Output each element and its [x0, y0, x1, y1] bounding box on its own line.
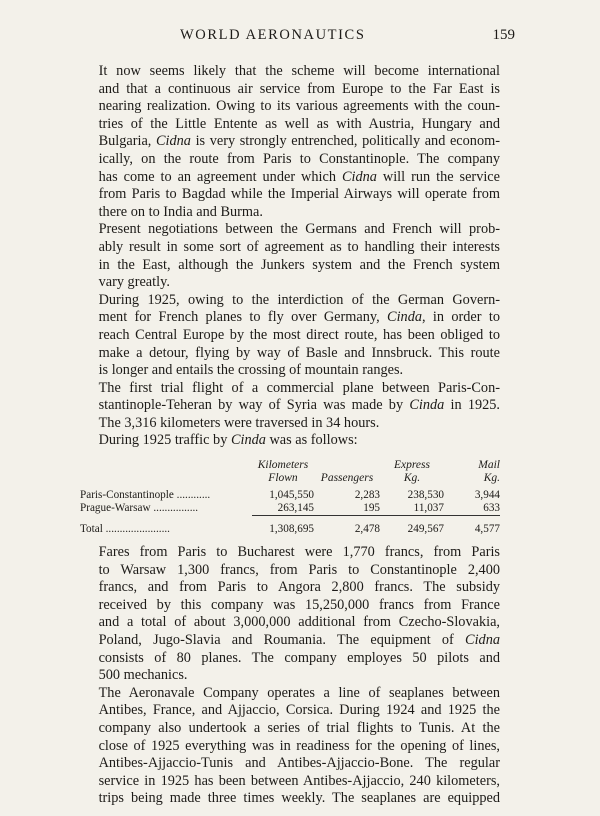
- text-line: to Warsaw 1,300 francs, from Paris to Constantinople 2,400: [98, 561, 500, 578]
- leader-dots: ............: [173, 489, 211, 502]
- text-line: 500 mechanics.: [98, 667, 188, 684]
- text-line: nearing realization. Owing to its various agreements with the coun-: [98, 98, 500, 115]
- text-line: company also undertook a series of trial flights to Tunis. At the: [98, 720, 500, 736]
- header-passengers: [314, 459, 380, 489]
- running-title: WORLD AERONAUTICS: [180, 27, 366, 43]
- text-line: The 3,316 kilometers were traversed in 34 hours.: [98, 414, 380, 431]
- text-line: Antibes, France, and Ajjaccio, Corsica. During 1924 and 1925 the: [98, 702, 500, 719]
- text-line: has come to an agreement under which Cidna will run the service: [98, 168, 501, 185]
- text-line: from Paris to Bagdad while the Imperial Airways will operate from: [98, 186, 500, 203]
- text-line: there on to India and Burma.: [98, 203, 263, 220]
- header-mail-line1: Mail: [478, 459, 500, 472]
- text-line: It now seems likely that the scheme will become international: [98, 63, 500, 79]
- text-line: ically, on the route from Paris to Constantinople. The company: [98, 150, 500, 167]
- text-line: make a detour, flying by way of Basle and Innsbruck. This route: [98, 344, 500, 361]
- page-body: [80, 63, 500, 808]
- text-line: The Aeronavale Company operates a line of seaplanes between: [98, 684, 500, 701]
- text-line: During 1925 traffic by Cinda was as follows:: [98, 432, 358, 449]
- paragraph-6: [80, 544, 500, 685]
- route-name: Prague-Warsaw: [80, 502, 151, 515]
- passengers-cell: 195: [363, 502, 380, 515]
- text-line: close of 1925 everything was in readiness for the opening of lines,: [98, 737, 500, 754]
- text-line: Poland, Jugo-Slavia and Roumania. The equipment of Cidna: [98, 632, 500, 649]
- paragraph-1: [80, 63, 500, 221]
- text-line: During 1925, owing to the interdiction of the German Govern-: [98, 291, 500, 308]
- total-mail-cell: 4,577: [444, 516, 500, 537]
- text-line: in the East, although the Junkers system and the French system: [98, 256, 500, 273]
- header-express-line2: Kg.: [403, 472, 421, 485]
- text-line: tries of the Little Entente as well as with Austria, Hungary and: [98, 115, 500, 132]
- total-km-cell: 1,308,695: [252, 516, 314, 537]
- leader-dots: .......................: [102, 522, 170, 535]
- text-line: is longer and entails the crossing of mountain ranges.: [98, 362, 404, 379]
- paragraph-3: [80, 292, 500, 380]
- table-row: [80, 502, 500, 516]
- paragraph-7: [80, 685, 500, 808]
- total-label: Total: [80, 522, 103, 535]
- text-line: reach Central Europe by the most direct route, has been obliged to: [98, 326, 500, 343]
- header-kilometers: [252, 459, 314, 489]
- express-cell: 238,530: [407, 489, 444, 502]
- route-name: Paris-Constantinople: [80, 489, 174, 502]
- text-line: ment for French planes to fly over Germany, Cinda, in order to: [98, 309, 500, 326]
- km-cell: 263,145: [277, 502, 314, 515]
- text-line: stantinople-Teheran by way of Syria was made by Cinda in 1925.: [98, 397, 500, 414]
- header-kilometers-line1: Kilometers: [257, 459, 309, 472]
- text-line: and a total of about 3,000,000 additional from Czecho-Slovakia,: [98, 614, 500, 631]
- text-line: received by this company was 15,250,000 francs from France: [98, 596, 500, 613]
- total-passengers-cell: 2,478: [314, 516, 380, 537]
- text-line: and that a continuous air service from Europe to the Far East is: [98, 80, 500, 97]
- text-line: Present negotiations between the Germans and French will prob-: [98, 221, 500, 238]
- text-line: Bulgaria, Cidna is very strongly entrenched, politically and econom-: [98, 133, 500, 150]
- header-mail-line2: Kg.: [483, 472, 500, 485]
- page-number: 159: [492, 27, 515, 43]
- express-cell: 11,037: [413, 502, 444, 515]
- table-header-row: [80, 459, 500, 489]
- km-cell: 1,045,550: [269, 489, 314, 502]
- text-line: ably result in some sort of agreement as to handling their interests: [98, 238, 500, 255]
- paragraph-5: [80, 432, 500, 450]
- text-line: service in 1925 has been between Antibes-Ajjaccio, 240 kilometers,: [98, 772, 500, 789]
- text-line: consists of 80 planes. The company employes 50 pilots and: [98, 649, 500, 666]
- text-line: The first trial flight of a commercial plane between Paris-Con-: [98, 379, 500, 396]
- header-express-line1: Express: [394, 459, 430, 472]
- header-route: [80, 459, 252, 489]
- header-passengers-label: Passengers: [320, 472, 374, 485]
- text-line: vary greatly.: [98, 274, 170, 291]
- passengers-cell: 2,283: [354, 489, 380, 502]
- total-express-cell: 249,567: [380, 516, 444, 537]
- text-line: Antibes-Ajjaccio-Tunis and Antibes-Ajjaccio-Bone. The regular: [98, 755, 500, 772]
- traffic-table: [80, 459, 500, 536]
- route-cell: [80, 502, 252, 516]
- paragraph-4: [80, 380, 500, 433]
- header-kilometers-line2: Flown: [268, 472, 298, 485]
- text-line: Fares from Paris to Bucharest were 1,770 francs, from Paris: [98, 544, 500, 561]
- route-cell: [80, 489, 252, 502]
- text-line: trips being made three times weekly. The seaplanes are equipped: [98, 790, 500, 807]
- table-row: [80, 489, 500, 502]
- header-mail: [444, 459, 500, 489]
- page-header: [0, 27, 600, 49]
- table-total-row: [80, 516, 500, 537]
- mail-cell: 3,944: [474, 489, 500, 502]
- total-label-cell: [80, 516, 252, 537]
- header-express: [380, 459, 444, 489]
- text-line: francs, and from Paris to Angora 2,800 francs. The subsidy: [98, 579, 500, 596]
- paragraph-2: [80, 221, 500, 291]
- leader-dots: ................: [150, 502, 199, 515]
- mail-cell: 633: [483, 502, 500, 515]
